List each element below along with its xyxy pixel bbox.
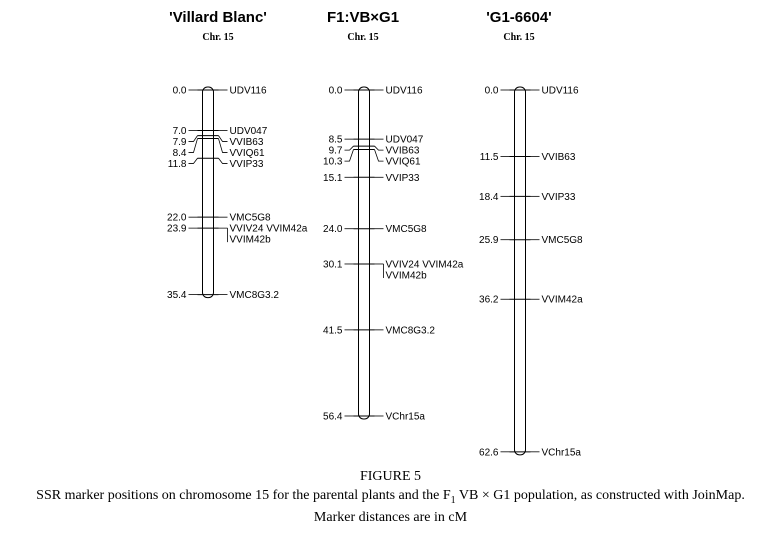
marker-position-label: 24.0 [323, 224, 343, 236]
marker-name-label: VVIM42a [541, 294, 583, 306]
position-connector [189, 136, 198, 142]
marker-connector [219, 139, 228, 153]
marker-position-label: 11.5 [479, 151, 499, 163]
marker-position-label: 35.4 [167, 290, 187, 302]
marker-position-label: 30.1 [323, 259, 343, 271]
marker-name-label: VMC5G8 [541, 235, 583, 247]
marker-position-label: 18.4 [479, 191, 499, 203]
marker-position-label: 9.7 [328, 145, 343, 157]
marker-position-label: 22.0 [167, 212, 187, 224]
marker-name-label: UDV047 [385, 134, 424, 146]
marker-name-label: UDV116 [541, 85, 579, 97]
marker-name-label: VVIP33 [385, 172, 420, 184]
marker-position-label: 25.9 [479, 235, 499, 247]
marker-name-label: VMC8G3.2 [385, 325, 435, 337]
caption-text: Marker distances are in cM [313, 509, 468, 525]
marker-name-label: VMC8G3.2 [229, 290, 279, 302]
marker-connector [219, 136, 228, 142]
marker-connector [375, 146, 384, 150]
chromosome-label: Chr. 15 [503, 32, 535, 43]
marker-name-label: VChr15a [385, 411, 425, 423]
marker-name-label: VVIV24 VVIM42a [229, 223, 308, 235]
position-connector [189, 158, 198, 163]
marker-name-label: VMC5G8 [229, 212, 271, 224]
marker-name-label: UDV116 [229, 85, 267, 97]
chromosome-label: Chr. 15 [202, 32, 234, 43]
position-connector [345, 150, 354, 162]
chromosome-bar [359, 87, 370, 419]
marker-position-label: 7.9 [172, 136, 187, 148]
caption-text: VB × G1 population, as constructed with JoinMap. [455, 488, 745, 503]
position-connector [345, 146, 354, 150]
marker-name-label: VVIM42b [385, 270, 427, 282]
marker-name-label: VVIB63 [541, 151, 576, 163]
caption-text: SSR marker positions on chromosome 15 for the parental plants and the F [36, 488, 451, 503]
map-title: 'Villard Blanc' [169, 9, 267, 26]
marker-position-label: 62.6 [479, 447, 499, 459]
linkage-map-f1-vbxg1 [323, 9, 464, 422]
position-connector [189, 139, 198, 153]
figure-caption [0, 487, 781, 526]
marker-name-label: VVIM42b [229, 234, 271, 246]
marker-name-label: VVIP33 [229, 158, 264, 170]
linkage-map-villard-blanc [167, 9, 308, 301]
linkage-map-g1-6604 [479, 9, 583, 458]
marker-name-label: VVIV24 VVIM42a [385, 259, 464, 271]
marker-position-label: 11.8 [167, 158, 187, 170]
marker-connector [375, 150, 384, 162]
map-title: F1:VB×G1 [326, 9, 400, 26]
map-title: 'G1-6604' [486, 9, 552, 26]
marker-position-label: 8.5 [328, 134, 343, 146]
marker-name-label: VVIB63 [385, 145, 420, 157]
marker-position-label: 0.0 [484, 85, 499, 97]
marker-name-label: VVIQ61 [229, 147, 265, 159]
marker-position-label: 23.9 [167, 223, 187, 235]
marker-position-label: 0.0 [172, 85, 187, 97]
marker-name-label: UDV047 [229, 125, 268, 137]
figure-label: FIGURE 5 [359, 469, 422, 484]
marker-position-label: 41.5 [323, 325, 343, 337]
marker-name-label: VVIB63 [229, 136, 264, 148]
marker-name-label: VVIP33 [541, 191, 576, 203]
chromosome-bar [515, 87, 526, 455]
marker-name-label: VChr15a [541, 447, 581, 459]
marker-position-label: 8.4 [172, 147, 187, 159]
chromosome-bar [203, 87, 214, 298]
marker-position-label: 0.0 [328, 85, 343, 97]
caption-subscript: 1 [450, 494, 456, 506]
marker-position-label: 10.3 [323, 156, 343, 168]
chromosome-label: Chr. 15 [347, 32, 379, 43]
marker-position-label: 36.2 [479, 294, 499, 306]
marker-position-label: 15.1 [323, 172, 343, 184]
marker-name-label: UDV116 [385, 85, 423, 97]
marker-position-label: 56.4 [323, 411, 343, 423]
marker-name-label: VMC5G8 [385, 224, 427, 236]
marker-position-label: 7.0 [172, 125, 187, 137]
marker-name-label: VVIQ61 [385, 156, 421, 168]
marker-connector [219, 158, 228, 163]
